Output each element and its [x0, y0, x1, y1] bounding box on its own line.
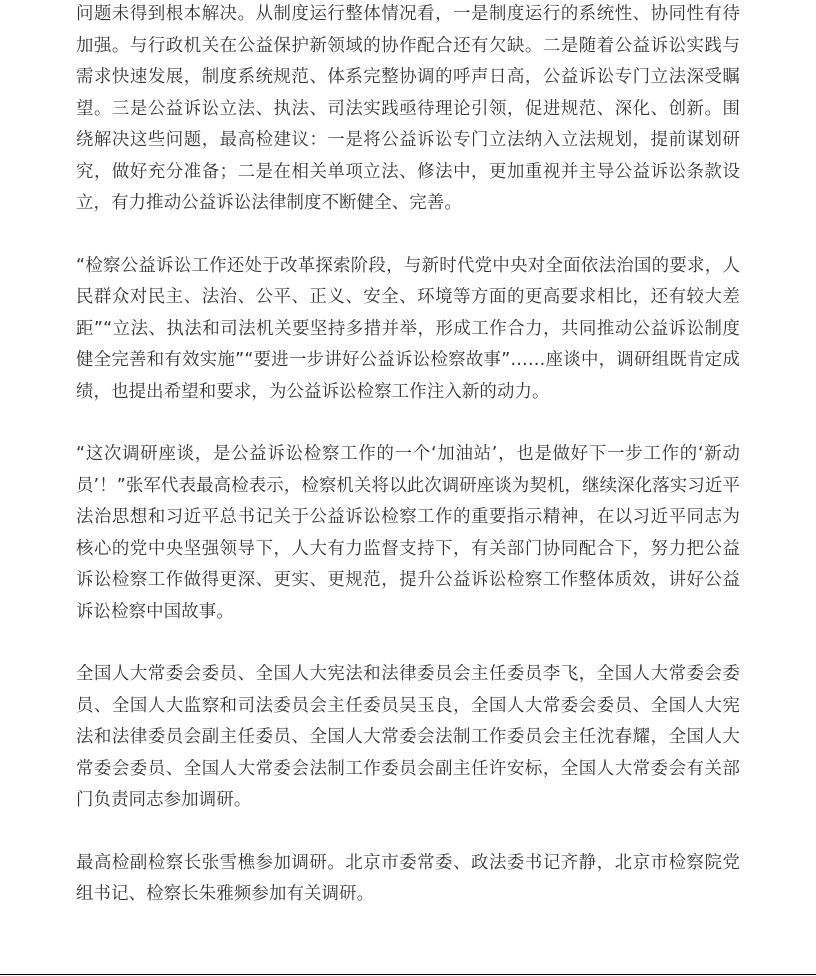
article-body	[76, 0, 740, 911]
paragraph-npc-participants: 全国人大常委会委员、全国人大宪法和法律委员会主任委员李飞，全国人大常委会委员、全国人大监察和司法委员会主任委员吴玉良，全国人大常委会委员、全国人大宪法和法律委员会副主任委员、全国人大常委会法制工作委员会主任沈春耀，全国人大常委会委员、全国人大常委会法制工作委员会副主任许安标，全国人大常委会有关部门负责同志参加调研。	[76, 664, 740, 810]
paragraph-zhang-jun-statement: “这次调研座谈，是公益诉讼检察工作的一个‘加油站’，也是做好下一步工作的‘新动员’！”张军代表最高检表示，检察机关将以此次调研座谈为契机，继续深化落实习近平法治思想和习近平总书记关于公益诉讼检察工作的重要指示精神，在以习近平同志为核心的党中央坚强领导下，人大有力监督支持下，有关部门协同配合下，努力把公益诉讼检察工作做得更深、更实、更规范，提升公益诉讼检察工作整体质效，讲好公益诉讼检察中国故事。	[76, 444, 740, 622]
paragraph-other-participants: 最高检副检察长张雪樵参加调研。北京市委常委、政法委书记齐静，北京市检察院党组书记、检察长朱雅频参加有关调研。	[76, 852, 740, 904]
paragraph-research-group-remarks: “检察公益诉讼工作还处于改革探索阶段，与新时代党中央对全面依法治国的要求，人民群众对民主、法治、公平、正义、安全、环境等方面的更高要求相比，还有较大差距”“立法、执法和司法机关要坚持多措并举，形成工作合力，共同推动公益诉讼制度健全完善和有效实施”“要进一步讲好公益诉讼检察故事”……座谈中，调研组既肯定成绩，也提出希望和要求，为公益诉讼检察工作注入新的动力。	[76, 255, 740, 402]
paragraph-problems-and-suggestions: 问题未得到根本解决。从制度运行整体情况看，一是制度运行的系统性、协同性有待加强。与行政机关在公益保护新领域的协作配合还有欠缺。二是随着公益诉讼实践与需求快速发展，制度系统规范、体系完整协调的呼声日高，公益诉讼专门立法深受瞩望。三是公益诉讼立法、执法、司法实践亟待理论引领，促进规范、深化、创新。围绕解决这些问题，最高检建议：一是将公益诉讼专门立法纳入立法规划，提前谋划研究，做好充分准备；二是在相关单项立法、修法中，更加重视并主导公益诉讼条款设立，有力推动公益诉讼法律制度不断健全、完善。	[76, 4, 740, 213]
bottom-divider	[0, 974, 816, 975]
